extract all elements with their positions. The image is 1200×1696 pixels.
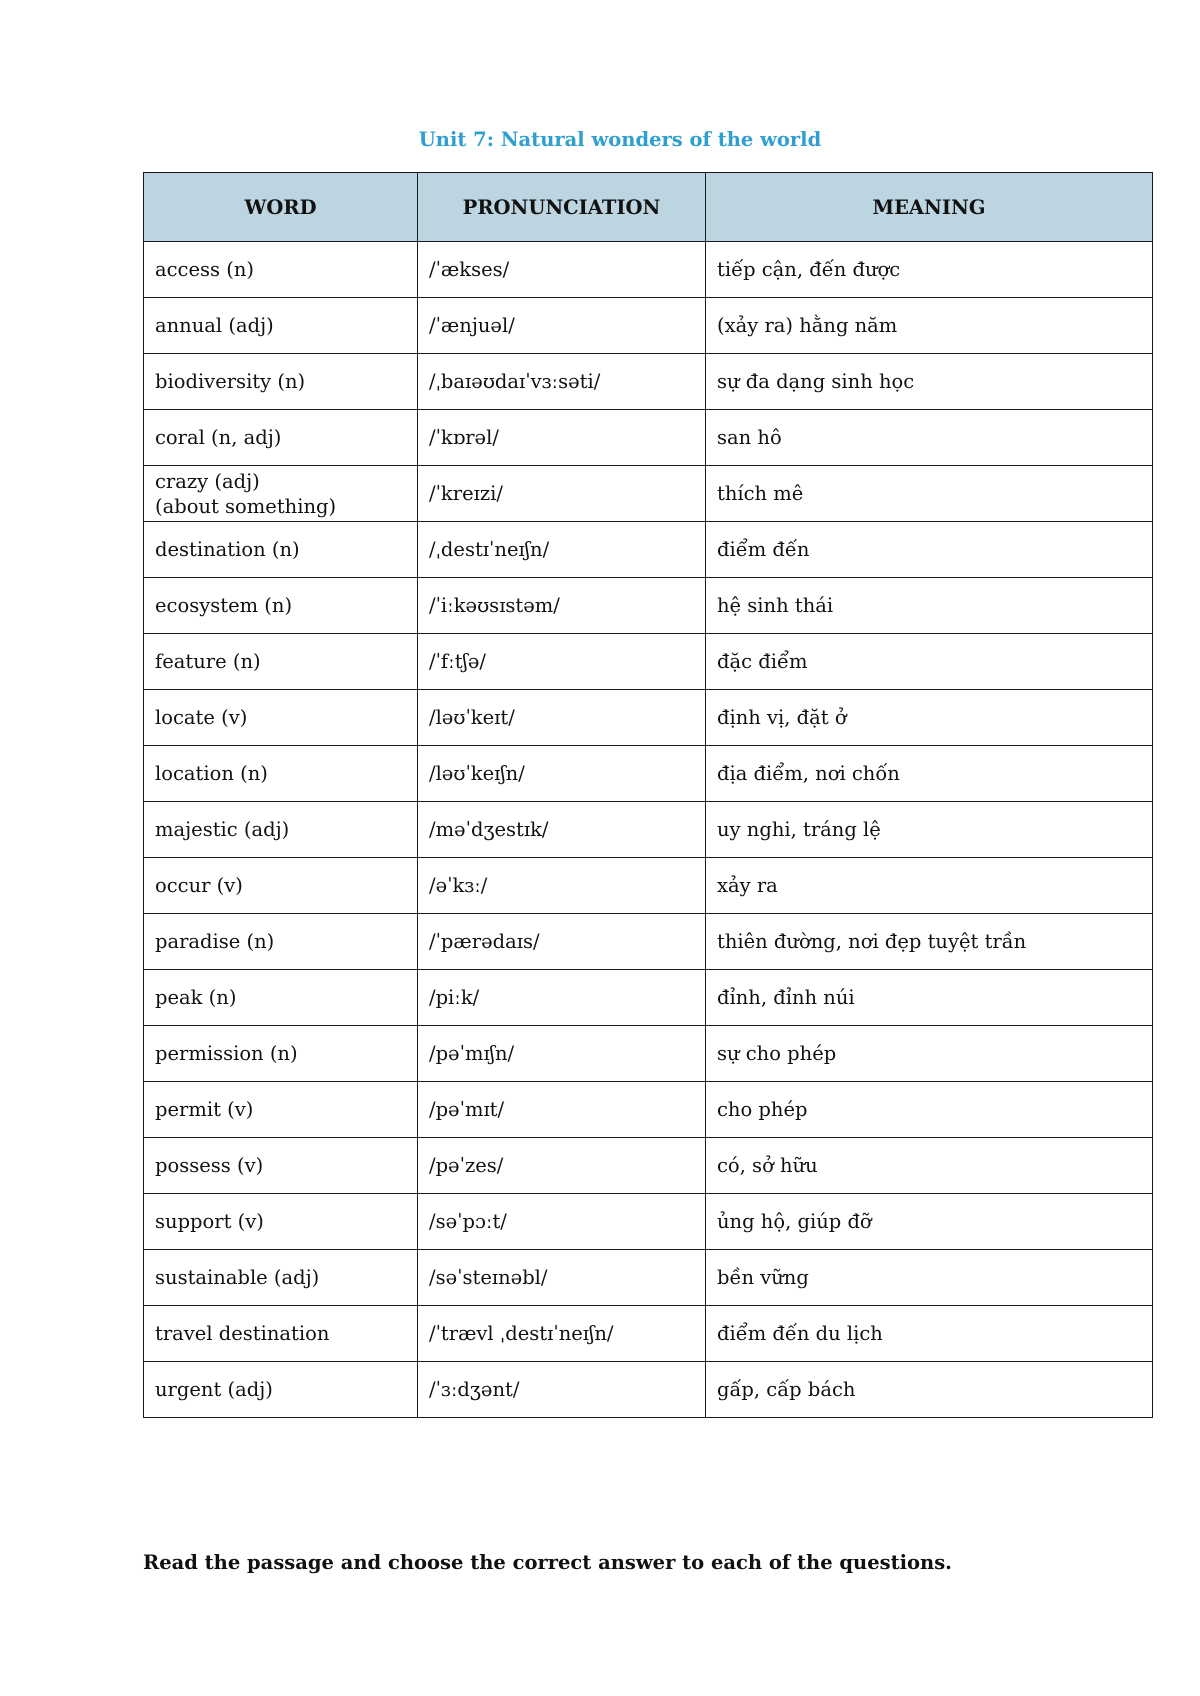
page-title: Unit 7: Natural wonders of the world [418, 128, 822, 151]
pronunciation-cell: /səˈpɔːt/ [418, 1194, 706, 1250]
meaning-cell: địa điểm, nơi chốn [706, 746, 1153, 802]
pronunciation-cell: /əˈkɜː/ [418, 858, 706, 914]
table-row [144, 522, 1153, 578]
word-cell: possess (v) [144, 1138, 418, 1194]
table-row [144, 858, 1153, 914]
word-cell: crazy (adj) (about something) [144, 466, 418, 522]
meaning-cell: xảy ra [706, 858, 1153, 914]
meaning-cell: điểm đến [706, 522, 1153, 578]
pronunciation-cell: /pəˈzes/ [418, 1138, 706, 1194]
pronunciation-cell: /ˈiːkəʊsɪstəm/ [418, 578, 706, 634]
table-row [144, 1194, 1153, 1250]
word-cell: location (n) [144, 746, 418, 802]
table-row [144, 578, 1153, 634]
table-row [144, 1026, 1153, 1082]
table-row [144, 410, 1153, 466]
pronunciation-cell: /məˈdʒestɪk/ [418, 802, 706, 858]
header-word: WORD [144, 173, 418, 242]
table-row [144, 1362, 1153, 1418]
meaning-cell: (xảy ra) hằng năm [706, 298, 1153, 354]
table-row [144, 690, 1153, 746]
pronunciation-cell: /pəˈmɪt/ [418, 1082, 706, 1138]
table-row [144, 1138, 1153, 1194]
table-body [144, 242, 1153, 1418]
word-cell: access (n) [144, 242, 418, 298]
word-cell: urgent (adj) [144, 1362, 418, 1418]
table-row [144, 242, 1153, 298]
vocabulary-table [143, 172, 1153, 1418]
table-row [144, 1082, 1153, 1138]
word-cell: occur (v) [144, 858, 418, 914]
header-meaning: MEANING [706, 173, 1153, 242]
header-pronunciation: PRONUNCIATION [418, 173, 706, 242]
meaning-cell: sự đa dạng sinh học [706, 354, 1153, 410]
word-cell: ecosystem (n) [144, 578, 418, 634]
table-row [144, 802, 1153, 858]
pronunciation-cell: /ˌbaɪəʊdaɪˈvɜːsəti/ [418, 354, 706, 410]
instruction-text: Read the passage and choose the correct answer to each of the questions. [143, 1551, 952, 1574]
pronunciation-cell: /səˈsteɪnəbl/ [418, 1250, 706, 1306]
pronunciation-cell: /piːk/ [418, 970, 706, 1026]
pronunciation-cell: /ˈfːtʃə/ [418, 634, 706, 690]
word-cell: annual (adj) [144, 298, 418, 354]
word-cell: majestic (adj) [144, 802, 418, 858]
word-cell: travel destination [144, 1306, 418, 1362]
table-row [144, 298, 1153, 354]
word-cell: permit (v) [144, 1082, 418, 1138]
pronunciation-cell: /ˌdestɪˈneɪʃn/ [418, 522, 706, 578]
word-cell: sustainable (adj) [144, 1250, 418, 1306]
table-row [144, 466, 1153, 522]
pronunciation-cell: /ˈækses/ [418, 242, 706, 298]
pronunciation-cell: /ˈɜːdʒənt/ [418, 1362, 706, 1418]
pronunciation-cell: /pəˈmɪʃn/ [418, 1026, 706, 1082]
table-row [144, 1250, 1153, 1306]
pronunciation-cell: /ˈpærədaɪs/ [418, 914, 706, 970]
meaning-cell: san hô [706, 410, 1153, 466]
meaning-cell: cho phép [706, 1082, 1153, 1138]
pronunciation-cell: /ˈkɒrəl/ [418, 410, 706, 466]
meaning-cell: uy nghi, tráng lệ [706, 802, 1153, 858]
word-cell: paradise (n) [144, 914, 418, 970]
word-cell: biodiversity (n) [144, 354, 418, 410]
pronunciation-cell: /ˈænjuəl/ [418, 298, 706, 354]
word-cell: permission (n) [144, 1026, 418, 1082]
table-row [144, 634, 1153, 690]
table-row [144, 914, 1153, 970]
meaning-cell: có, sở hữu [706, 1138, 1153, 1194]
meaning-cell: sự cho phép [706, 1026, 1153, 1082]
meaning-cell: thiên đường, nơi đẹp tuyệt trần [706, 914, 1153, 970]
meaning-cell: bền vững [706, 1250, 1153, 1306]
table-row [144, 1306, 1153, 1362]
pronunciation-cell: /ˈtrævl ˌdestɪˈneɪʃn/ [418, 1306, 706, 1362]
table-header-row [144, 173, 1153, 242]
table-row [144, 970, 1153, 1026]
meaning-cell: đỉnh, đỉnh núi [706, 970, 1153, 1026]
pronunciation-cell: /ləʊˈkeɪt/ [418, 690, 706, 746]
meaning-cell: định vị, đặt ở [706, 690, 1153, 746]
word-cell: support (v) [144, 1194, 418, 1250]
pronunciation-cell: /ˈkreɪzi/ [418, 466, 706, 522]
meaning-cell: tiếp cận, đến được [706, 242, 1153, 298]
meaning-cell: thích mê [706, 466, 1153, 522]
word-cell: coral (n, adj) [144, 410, 418, 466]
word-cell: destination (n) [144, 522, 418, 578]
meaning-cell: gấp, cấp bách [706, 1362, 1153, 1418]
word-cell: peak (n) [144, 970, 418, 1026]
meaning-cell: điểm đến du lịch [706, 1306, 1153, 1362]
word-cell: feature (n) [144, 634, 418, 690]
pronunciation-cell: /ləʊˈkeɪʃn/ [418, 746, 706, 802]
meaning-cell: đặc điểm [706, 634, 1153, 690]
table-row [144, 746, 1153, 802]
table-row [144, 354, 1153, 410]
meaning-cell: hệ sinh thái [706, 578, 1153, 634]
meaning-cell: ủng hộ, giúp đỡ [706, 1194, 1153, 1250]
word-cell: locate (v) [144, 690, 418, 746]
